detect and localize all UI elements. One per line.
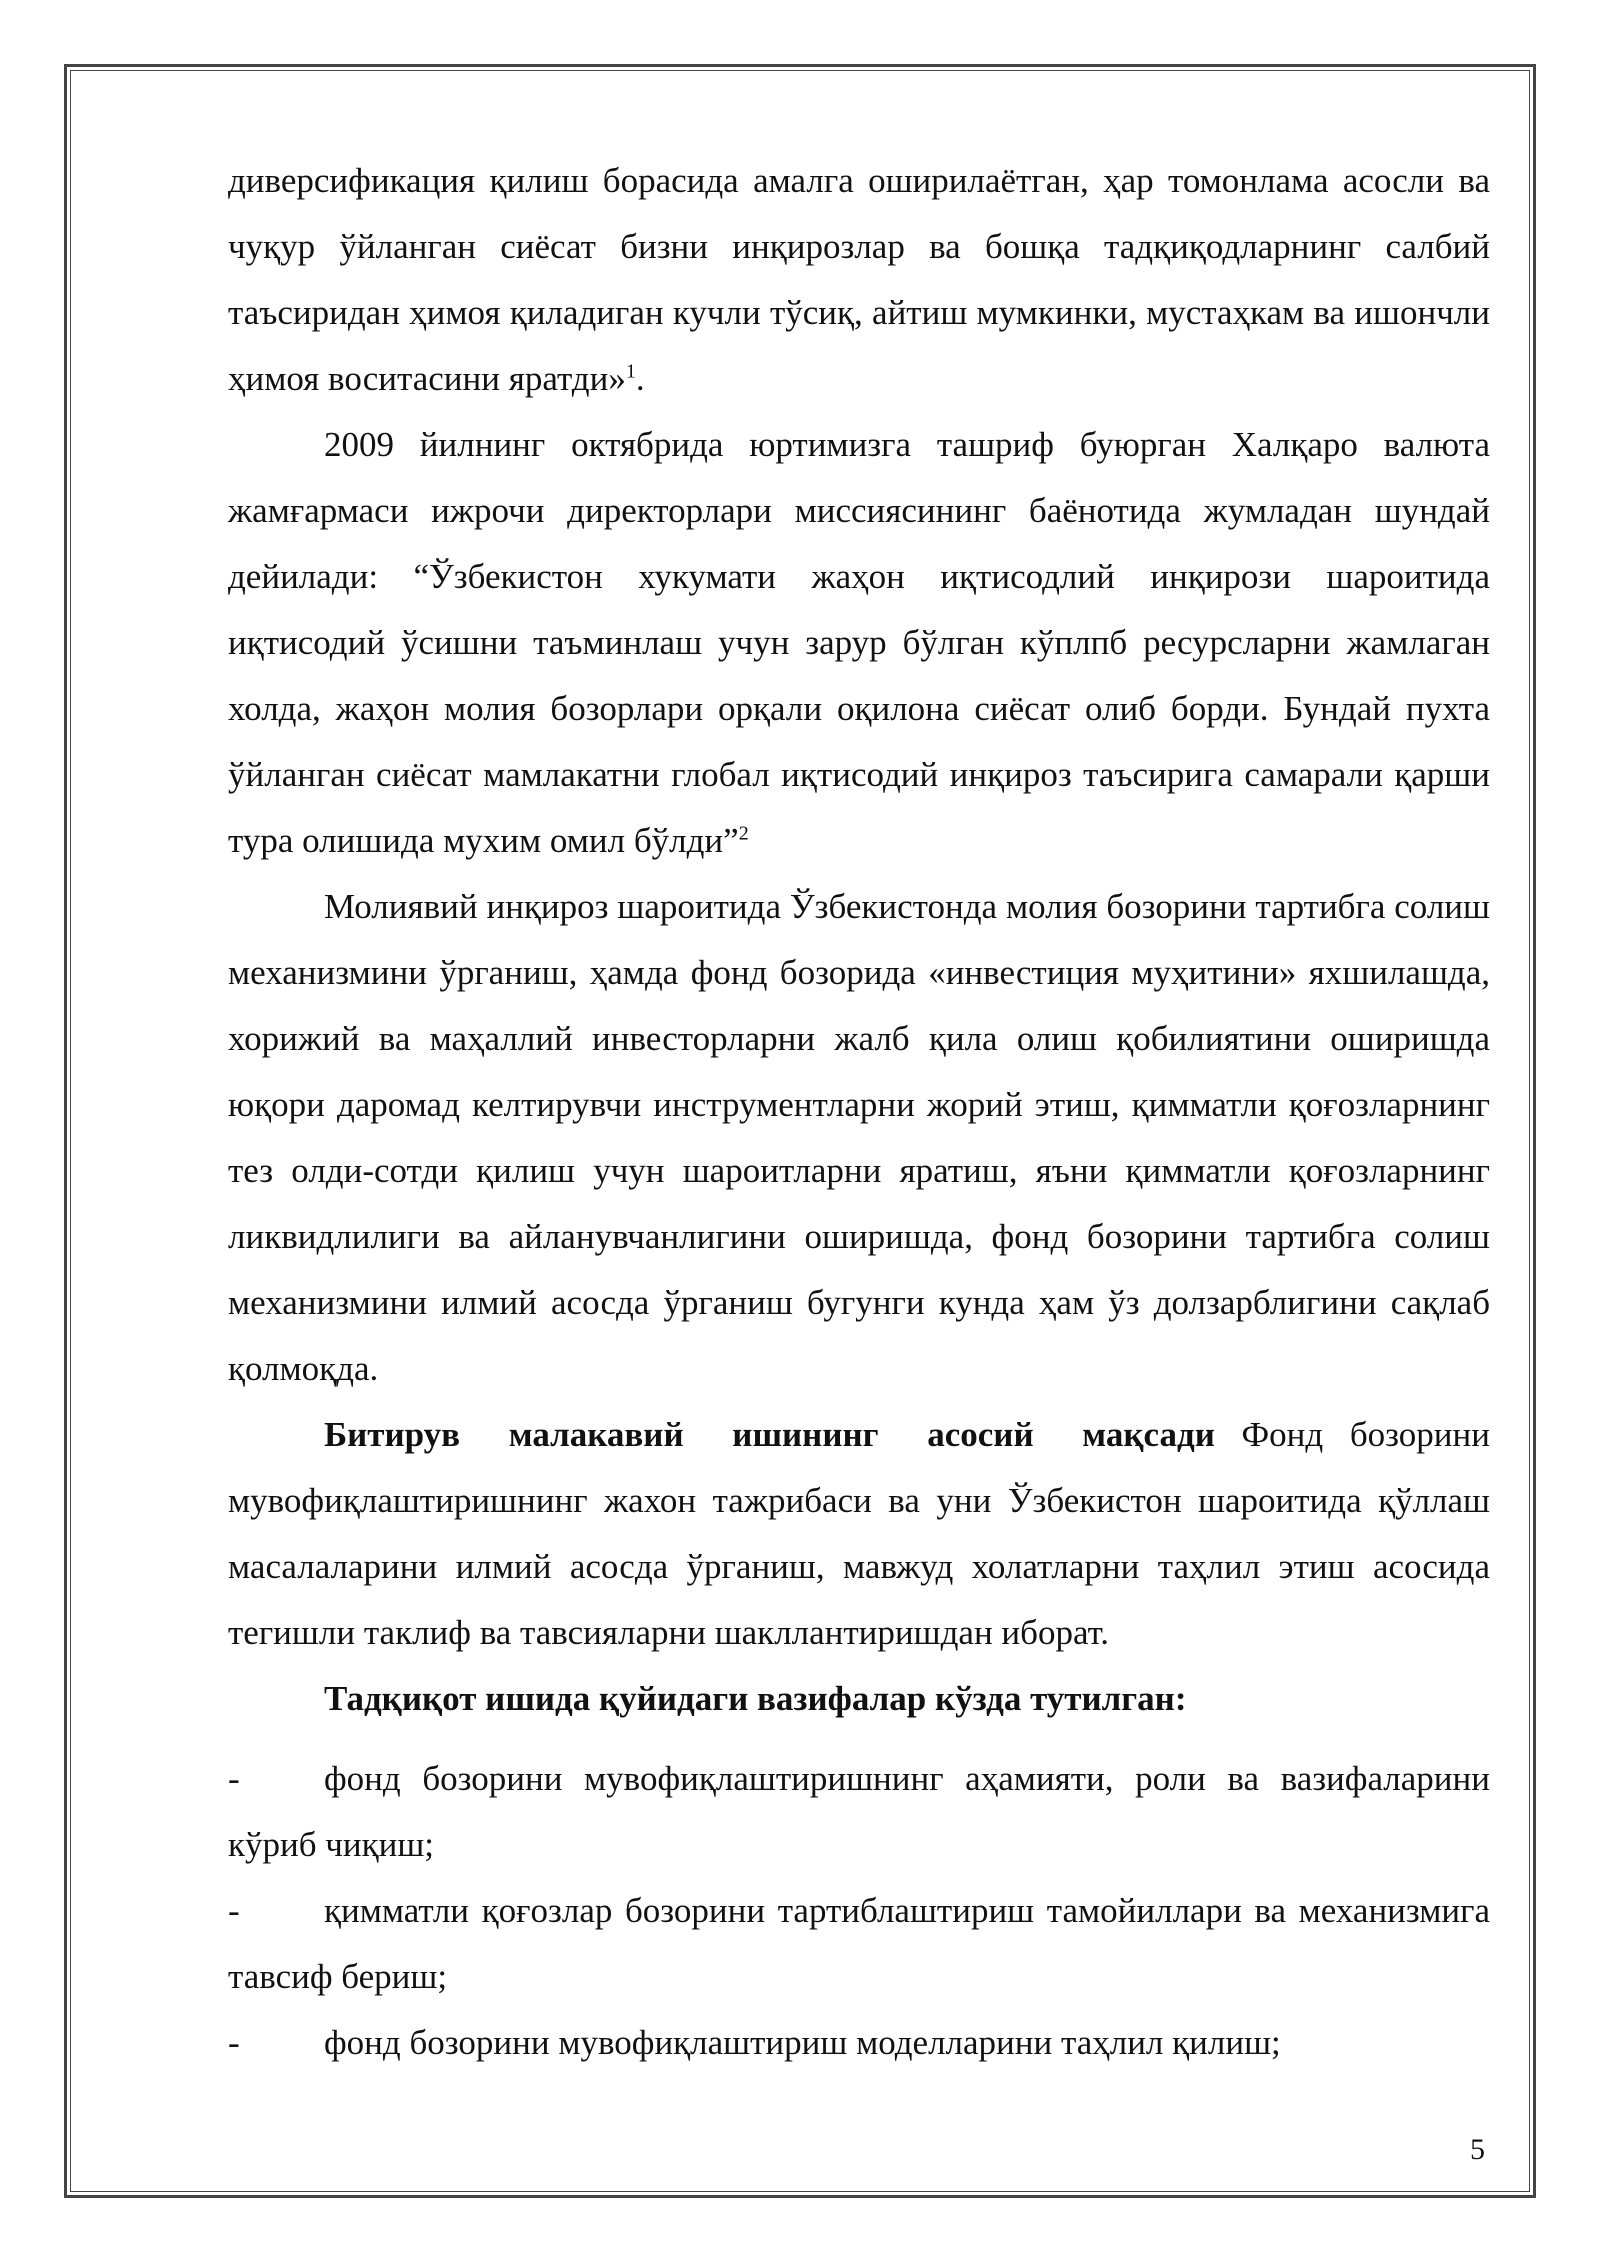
paragraph-4-text: Фонд бозорини мувофиқлаштиришнинг жахон тажрибаси ва уни Ўзбекистон шароитида қўллаш масалаларини илмий асосда ўрганиш, мавжуд холатларни таҳлил этиш асосида тегишли таклиф ва тавсияларни шакллантиришдан иборат. [228, 1415, 1490, 1652]
paragraph-1-text: диверсификация қилиш борасида амалга оширилаётган, ҳар томонлама асосли ва чуқур ўйланган сиёсат бизни инқирозлар ва бошқа тадқиқодларнинг салбий таъсиридан ҳимоя қиладиган кучли тўсиқ, айтиш мумкинки, мустаҳкам ва ишончли ҳимоя воситасини яратди» [228, 161, 1490, 398]
list-dash: - [228, 1759, 240, 1798]
footnote-ref-2[interactable]: 2 [738, 822, 749, 845]
page-number: 5 [1470, 2133, 1485, 2166]
paragraph-2 [228, 412, 1490, 874]
paragraph-3 [228, 874, 1490, 1402]
list-dash: - [228, 2023, 240, 2062]
paragraph-4-bold-lead: Битирув малакавий ишининг асосий мақсади [324, 1415, 1215, 1454]
paragraph-3-text: Молиявий инқироз шароитида Ўзбекистонда молия бозорини тартибга солиш механизмини ўрганиш, ҳамда фонд бозорида «инвестиция муҳитини» яхшилашда, хорижий ва маҳаллий инвесторларни жалб қила олиш қобилиятини оширишда юқори даромад келтирувчи инструментларни жорий этиш, қимматли қоғозларнинг тез олди-сотди қилиш учун шароитларни яратиш, яъни қимматли қоғозларнинг ликвидлилиги ва айланувчанлигини оширишда, фонд бозорини тартибга солиш механизмини илмий асосда ўрганиш бугунги кунда ҳам ўз долзарблигини сақлаб қолмоқда. [228, 887, 1490, 1388]
list-item-text: қимматли қоғозлар бозорини тартиблаштириш тамойиллари ва механизмига тавсиф бериш; [228, 1891, 1490, 1996]
list-item [228, 1878, 1490, 2010]
list-item [228, 1746, 1490, 1878]
list-item-text: фонд бозорини мувофиқлаштиришнинг аҳамияти, роли ва вазифаларини кўриб чиқиш; [228, 1759, 1490, 1864]
paragraph-4 [228, 1402, 1490, 1666]
paragraph-2-text: 2009 йилнинг октябрида юртимизга ташриф буюрган Халқаро валюта жамғармаси ижрочи директорлари миссиясининг баёнотида жумладан шундай дейилади: “Ўзбекистон хукумати жаҳон иқтисодлий инқирози шароитида иқтисодий ўсишни таъминлаш учун зарур бўлган кўплпб ресурсларни жамлаган холда, жаҳон молия бозорлари орқали оқилона сиёсат олиб борди. Бундай пухта ўйланган сиёсат мамлакатни глобал иқтисодий инқироз таъсирига самарали қарши тура олишида мухим омил бўлди” [228, 425, 1490, 860]
list-item [228, 2010, 1490, 2076]
paragraph-1-end: . [635, 359, 645, 398]
tasks-list [228, 1746, 1490, 2076]
paragraph-1 [228, 148, 1490, 412]
footnote-ref-1[interactable]: 1 [625, 360, 636, 383]
list-item-text: фонд бозорини мувофиқлаштириш моделларини таҳлил қилиш; [324, 2023, 1281, 2062]
tasks-heading: Тадқиқот ишида қуйидаги вазифалар кўзда тутилган: [324, 1679, 1187, 1718]
document-body [228, 148, 1490, 2076]
list-dash: - [228, 1891, 240, 1930]
